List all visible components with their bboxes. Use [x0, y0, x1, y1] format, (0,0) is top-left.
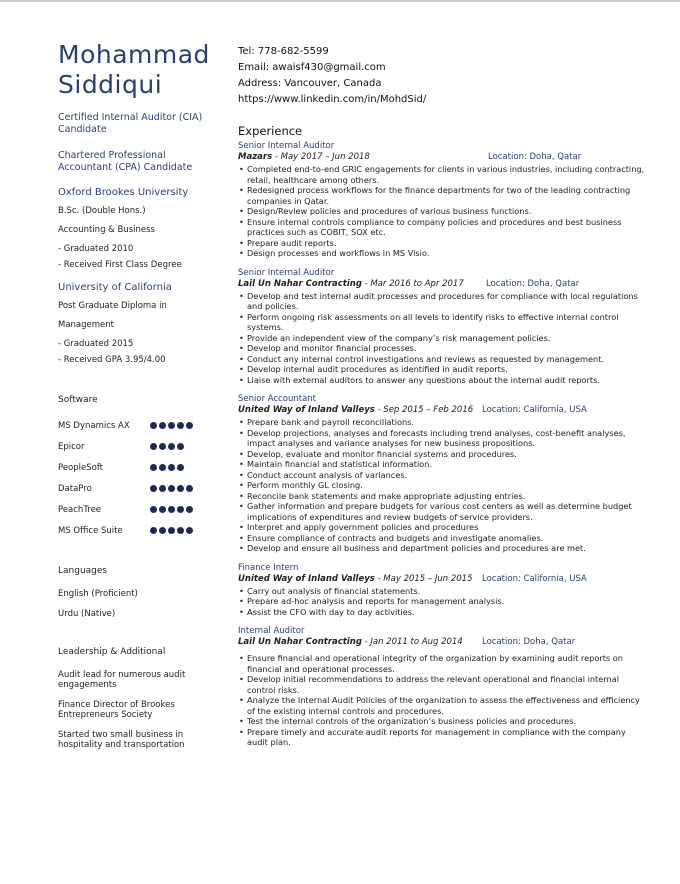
edu-line: Post Graduate Diploma in — [58, 301, 167, 311]
bullet-item: • Liaise with external auditors to answer any questions about the internal audit reports. — [247, 375, 648, 386]
software-name: PeopleSoft — [58, 462, 104, 473]
job-entry — [238, 268, 648, 386]
bullet-item: • Test the internal controls of the organization’s business policies and procedures. — [247, 716, 648, 727]
leadership-item: Finance Director of Brookes Entrepreneurs Society — [58, 700, 175, 720]
skill-rating — [150, 527, 193, 534]
software-row — [58, 520, 222, 541]
software-row — [58, 499, 222, 520]
rating-dot-icon — [186, 485, 193, 492]
software-row — [58, 415, 222, 436]
job-meta — [238, 152, 648, 163]
education-california — [58, 281, 222, 366]
bullet-item: • Reconcile bank statements and make appropriate adjusting entries. — [247, 491, 648, 502]
bullet-item: • Maintain financial and statistical information. — [247, 459, 648, 470]
job-company: United Way of Inland Valleys — [238, 573, 375, 584]
rating-dot-icon — [159, 422, 166, 429]
rating-dot-icon — [150, 506, 157, 513]
software-row — [58, 457, 222, 478]
software-list — [58, 415, 222, 541]
bullet-item: • Design processes and workflows in MS Visio. — [247, 248, 648, 259]
contact-linkedin[interactable]: https://www.linkedin.com/in/MohdSid/ — [238, 94, 427, 105]
bullet-item: • Develop and ensure all business and department policies and procedures are met. — [247, 543, 648, 554]
languages-heading: Languages — [58, 566, 108, 576]
bullet-item: • Perform ongoing risk assessments on all levels to identify risks to effective internal control systems. — [247, 312, 648, 333]
skill-rating — [150, 443, 184, 450]
edu-line: - Graduated 2015 — [58, 339, 134, 349]
bullet-item: • Redesigned process workflows for the finance departments for two of the leading contracting companies in Qatar. — [247, 185, 648, 206]
contact-tel: Tel: 778-682-5599 — [238, 46, 329, 57]
rating-dot-icon — [177, 464, 184, 471]
job-dates: - Mar 2016 to Apr 2017 — [361, 278, 464, 289]
language-item: English (Proficient) — [58, 589, 138, 599]
rating-dot-icon — [186, 506, 193, 513]
rating-dot-icon — [168, 464, 175, 471]
contact-address: Address: Vancouver, Canada — [238, 78, 382, 89]
edu-line: Management — [58, 320, 114, 330]
rating-dot-icon — [159, 464, 166, 471]
rating-dot-icon — [186, 527, 193, 534]
job-company: Lail Un Nahar Contracting — [238, 637, 362, 647]
edu-line: - Received GPA 3.95/4.00 — [58, 355, 166, 365]
job-bullets — [238, 164, 648, 259]
edu-line: - Graduated 2010 — [58, 244, 134, 254]
bullet-item: • Provide an independent view of the company’s risk management policies. — [247, 333, 648, 344]
software-name: MS Office Suite — [58, 525, 123, 536]
bullet-item: • Prepare bank and payroll reconciliations. — [247, 417, 648, 428]
job-company: Lail Un Nahar Contracting — [238, 278, 362, 289]
job-title: Senior Accountant — [238, 394, 317, 404]
right-column — [238, 44, 648, 748]
job-meta — [238, 405, 648, 416]
bullet-item: • Ensure internal controls compliance to company policies and procedures and best business practices such as COBIT, SOX etc. — [247, 217, 648, 238]
job-bullets — [238, 417, 648, 554]
rating-dot-icon — [177, 527, 184, 534]
bullet-item: • Conduct account analysis of variances. — [247, 470, 648, 481]
bullet-item: • Develop internal audit procedures as identified in audit reports. — [247, 364, 648, 375]
skill-rating — [150, 506, 193, 513]
job-title: Senior Internal Auditor — [238, 141, 335, 151]
rating-dot-icon — [159, 485, 166, 492]
rating-dot-icon — [159, 506, 166, 513]
rating-dot-icon — [177, 485, 184, 492]
rating-dot-icon — [150, 464, 157, 471]
bullet-item: • Prepare audit reports. — [247, 238, 648, 249]
job-meta — [238, 574, 648, 585]
skill-rating — [150, 422, 193, 429]
software-name: Epicor — [58, 441, 85, 452]
rating-dot-icon — [186, 422, 193, 429]
rating-dot-icon — [150, 422, 157, 429]
job-meta — [238, 637, 648, 648]
experience-list — [238, 141, 648, 748]
certification-cia: Certified Internal Auditor (CIA) Candidate — [58, 112, 203, 135]
job-company: Mazars — [238, 152, 273, 162]
rating-dot-icon — [150, 443, 157, 450]
language-item: Urdu (Native) — [58, 609, 116, 619]
job-company: United Way of Inland Valleys — [238, 405, 375, 415]
bullet-item: • Prepare timely and accurate audit reports for management in compliance with the company audit plan. — [247, 727, 648, 748]
job-entry — [238, 141, 648, 259]
bullet-item: • Analyze the Internal Audit Policies of the organization to assess the effectiveness and efficiency of the existing internal controls and procedures. — [247, 695, 648, 716]
software-row — [58, 436, 222, 457]
contact-block — [238, 44, 648, 108]
skill-rating — [150, 464, 184, 471]
edu-line: B.Sc. (Double Hons.) — [58, 206, 146, 216]
job-bullets — [238, 291, 648, 386]
skill-rating — [150, 485, 193, 492]
job-location: Location: Doha, Qatar — [488, 152, 582, 162]
job-entry — [238, 394, 648, 554]
rating-dot-icon — [168, 506, 175, 513]
software-name: PeachTree — [58, 504, 102, 515]
contact-email: Email: awaisf430@gmail.com — [238, 62, 386, 73]
job-location: Location: Doha, Qatar — [486, 278, 580, 289]
top-border — [0, 0, 680, 2]
rating-dot-icon — [168, 485, 175, 492]
job-location: Location: California, USA — [482, 405, 587, 415]
job-bullets — [238, 586, 648, 618]
job-meta — [238, 279, 648, 290]
left-column — [58, 40, 222, 750]
bullet-item: • Prepare ad-hoc analysis and reports for management analysis. — [247, 596, 648, 607]
bullet-item: • Perform monthly GL closing. — [247, 480, 648, 491]
job-title: Finance Intern — [238, 562, 299, 573]
bullet-item: • Design/Review policies and procedures of various business functions. — [247, 206, 648, 217]
bullet-item: • Conduct any internal control investigations and reviews as requested by management. — [247, 354, 648, 365]
bullet-item: • Develop and test internal audit processes and procedures for compliance with local regulations and policies. — [247, 291, 648, 312]
job-dates: - May 2015 – Jun 2015 — [374, 573, 473, 584]
school-name: Oxford Brookes University — [58, 187, 189, 198]
bullet-item: • Develop projections, analyses and forecasts including trend analyses, cost-benefit analyses, impact analyses and variance analyses for new business propositions. — [247, 428, 648, 449]
name-first: Mohammad — [58, 40, 210, 69]
rating-dot-icon — [159, 443, 166, 450]
job-title: Internal Auditor — [238, 626, 305, 636]
bullet-item: • Assist the CFO with day to day activities. — [247, 607, 648, 618]
name-last: Siddiqui — [58, 70, 163, 99]
bullet-item: • Develop and monitor financial processes. — [247, 343, 648, 354]
bullet-item: • Completed end-to-end GRIC engagements for clients in various industries, including contracting, retail, healthcare among others. — [247, 164, 648, 185]
software-name: MS Dynamics AX — [58, 420, 130, 431]
job-entry — [238, 626, 648, 748]
job-dates: - Sep 2015 – Feb 2016 — [374, 405, 474, 415]
software-heading: Software — [58, 395, 98, 405]
candidate-name — [58, 40, 222, 100]
leadership-item: Audit lead for numerous audit engagements — [58, 670, 186, 690]
job-title: Senior Internal Auditor — [238, 267, 335, 278]
bullet-item: • Develop, evaluate and monitor financial systems and procedures. — [247, 449, 648, 460]
rating-dot-icon — [159, 527, 166, 534]
rating-dot-icon — [168, 527, 175, 534]
leadership-item: Started two small business in hospitality and transportation — [58, 730, 185, 750]
job-dates: - May 2017 – Jun 2018 — [272, 152, 370, 162]
bullet-item: • Carry out analysis of financial statements. — [247, 586, 648, 597]
bullet-item: • Gather information and prepare budgets for various cost centers as well as determine budget implications of expenditures and review budgets of service providers. — [247, 501, 648, 522]
job-dates: - Jan 2011 to Aug 2014 — [361, 637, 463, 647]
bullet-item: • Ensure financial and operational integrity of the organization by examining audit reports on financial and operational processes. — [247, 653, 648, 674]
job-bullets — [238, 653, 648, 748]
rating-dot-icon — [150, 527, 157, 534]
rating-dot-icon — [177, 422, 184, 429]
software-row — [58, 478, 222, 499]
bullet-item: • Ensure compliance of contracts and budgets and investigate anomalies. — [247, 533, 648, 544]
leadership-heading: Leadership & Additional — [58, 647, 166, 657]
bullet-item: • Develop initial recommendations to address the relevant operational and financial internal control risks. — [247, 674, 648, 695]
school-name: University of California — [58, 282, 172, 293]
experience-heading: Experience — [238, 124, 303, 138]
rating-dot-icon — [168, 443, 175, 450]
edu-line: Accounting & Business — [58, 225, 155, 235]
bullet-item: • Interpret and apply government policies and procedures — [247, 522, 648, 533]
rating-dot-icon — [168, 422, 175, 429]
certification-cpa: Chartered Professional Accountant (CPA) Candidate — [58, 150, 193, 173]
job-location: Location: California, USA — [482, 573, 587, 584]
software-name: DataPro — [58, 483, 92, 494]
rating-dot-icon — [177, 443, 184, 450]
rating-dot-icon — [177, 506, 184, 513]
edu-line: - Received First Class Degree — [58, 260, 182, 270]
rating-dot-icon — [150, 485, 157, 492]
job-location: Location: Doha, Qatar — [482, 637, 576, 647]
job-entry — [238, 563, 648, 618]
education-oxford — [58, 186, 222, 271]
